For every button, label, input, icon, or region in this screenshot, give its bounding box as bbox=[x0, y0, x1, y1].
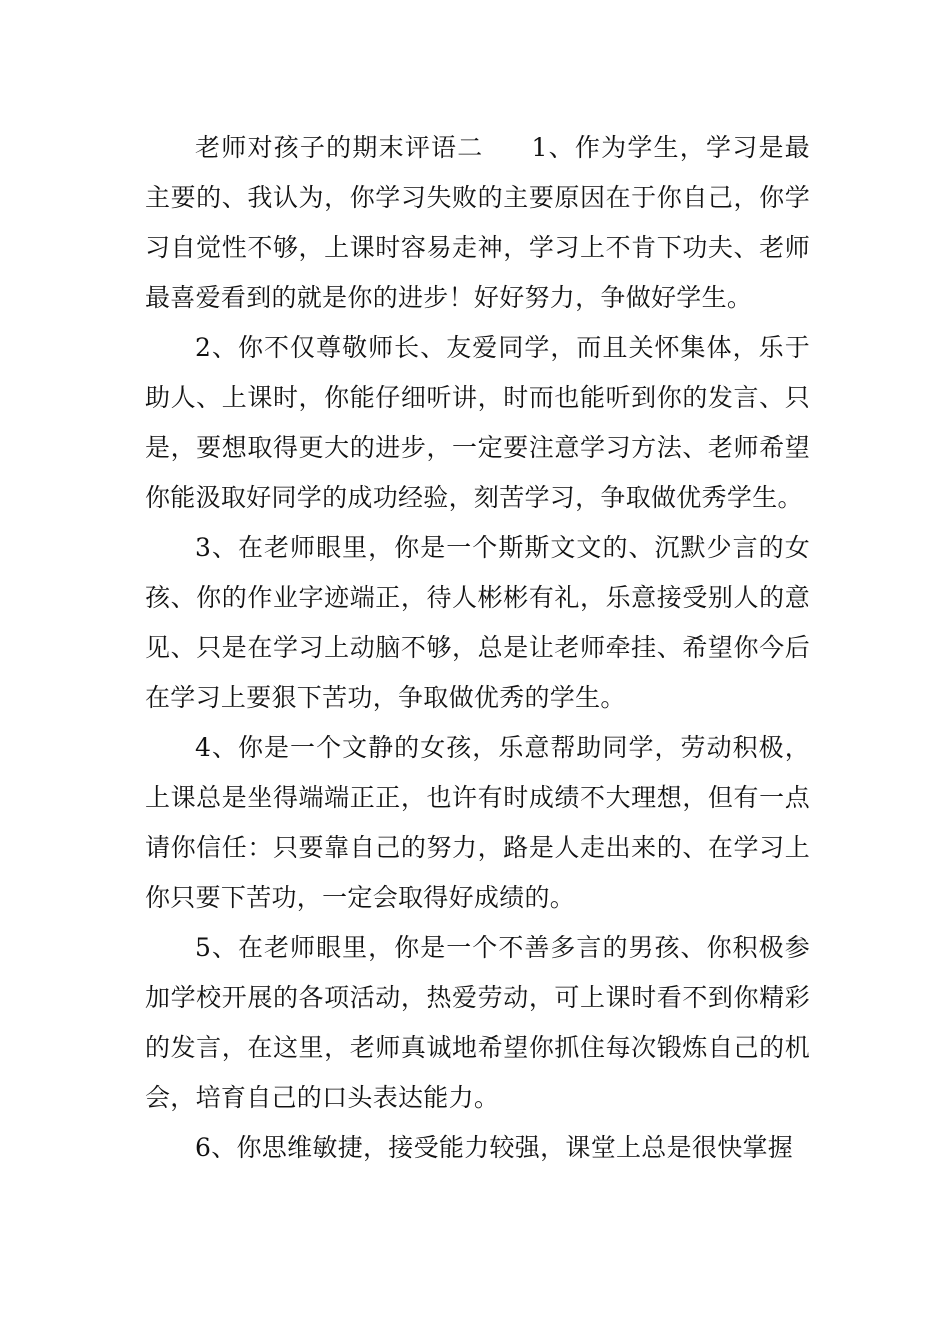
paragraph-1 bbox=[145, 123, 810, 323]
paragraph-1-text: 1、作为学生，学习是最主要的、我认为，你学习失败的主要原因在于你自己，你学习自觉性不够，上课时容易走神，学习上不肯下功夫、老师最喜爱看到的就是你的进步！好好努力，争做好学生。 bbox=[145, 133, 810, 312]
paragraph-4: 4、你是一个文静的女孩，乐意帮助同学，劳动积极，上课总是坐得端端正正，也许有时成绩不大理想，但有一点请你信任：只要靠自己的努力，路是人走出来的、在学习上你只要下苦功，一定会取得好成绩的。 bbox=[145, 733, 810, 912]
paragraph-2: 2、你不仅尊敬师长、友爱同学，而且关怀集体，乐于助人、上课时，你能仔细听讲，时而也能听到你的发言、只是，要想取得更大的进步，一定要注意学习方法、老师希望你能汲取好同学的成功经验，刻苦学习，争取做优秀学生。 bbox=[145, 333, 810, 512]
document-body bbox=[145, 123, 810, 1173]
paragraph-3: 3、在老师眼里，你是一个斯斯文文的、沉默少言的女孩、你的作业字迹端正，待人彬彬有礼，乐意接受别人的意见、只是在学习上动脑不够，总是让老师牵挂、希望你今后在学习上要狠下苦功，争取做优秀的学生。 bbox=[145, 533, 810, 712]
paragraph-6: 6、你思维敏捷，接受能力较强，课堂上总是很快掌握 bbox=[195, 1133, 794, 1162]
document-title: 老师对孩子的期末评语二 bbox=[195, 133, 484, 162]
paragraph-5: 5、在老师眼里，你是一个不善多言的男孩、你积极参加学校开展的各项活动，热爱劳动，可上课时看不到你精彩的发言，在这里，老师真诚地希望你抓住每次锻炼自己的机会，培育自己的口头表达能力。 bbox=[145, 933, 810, 1112]
